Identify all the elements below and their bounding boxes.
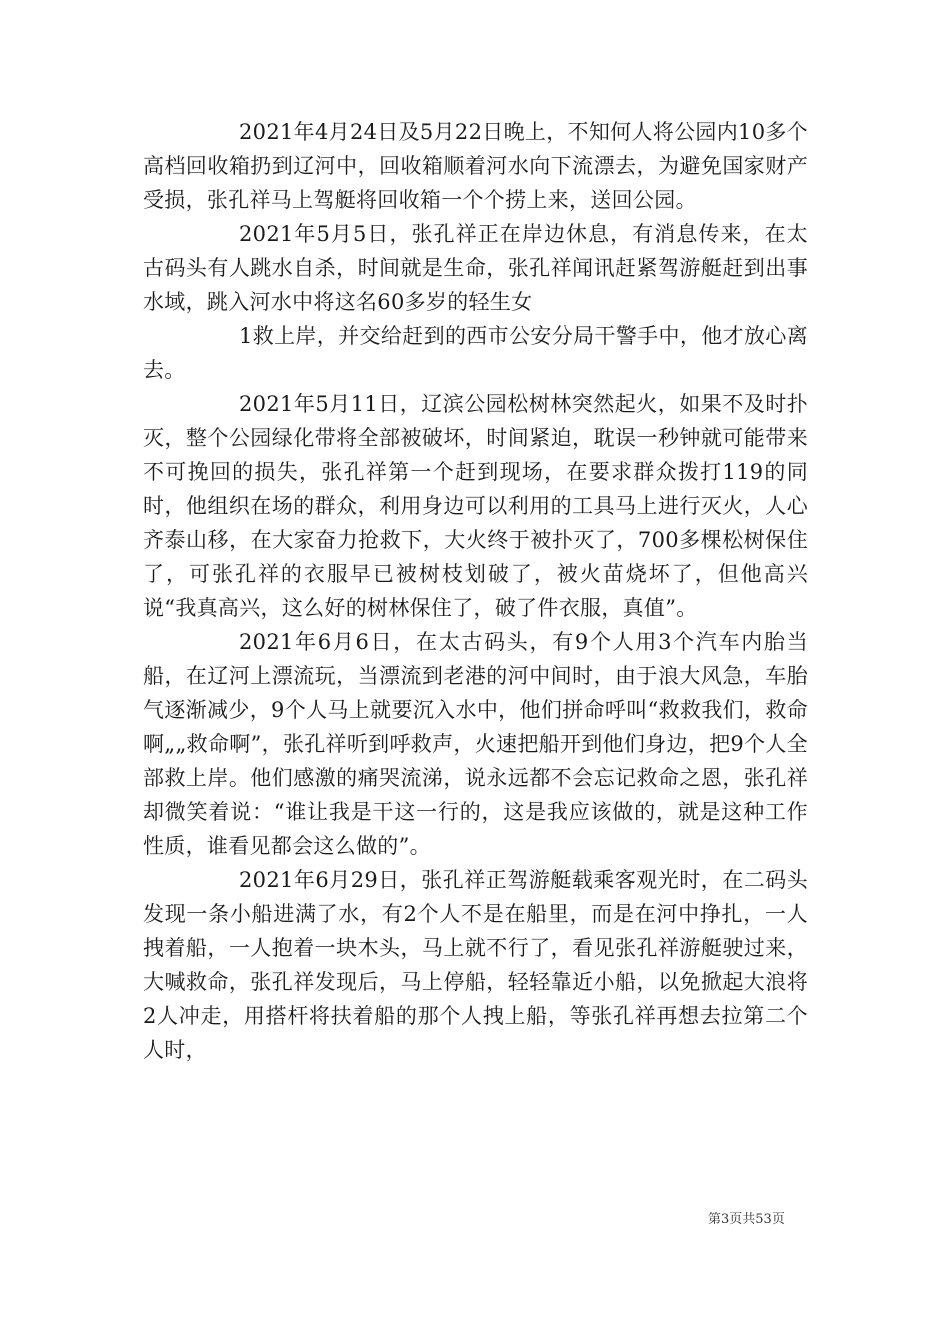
paragraph-5: 2021年6月6日，在太古码头，有9个人用3个汽车内胎当船，在辽河上漂流玩，当漂流到老港的河中间时，由于浪大风急，车胎气逐渐减少，9个人马上就要沉入水中，他们拼命呼叫“救救我们，救命啊„„救命啊”，张孔祥听到呼救声，火速把船开到他们身边，把9个人全部救上岸。他们感激的痛哭流涕，说永远都不会忘记救命之恩，张孔祥却微笑着说：“谁让我是干这一行的，这是我应该做的，就是这种工作性质，谁看见都会这么做的”。 — [143, 630, 808, 858]
paragraph-6: 2021年6月29日，张孔祥正驾游艇载乘客观光时，在二码头发现一条小船进满了水，有2个人不是在船里，而是在河中挣扎，一人拽着船，一人抱着一块木头，马上就不行了，看见张孔祥游艇驶过来，大喊救命，张孔祥发现后，马上停船，轻轻靠近小船，以免掀起大浪将2人冲走，用搭杆将扶着船的那个人拽上船，等张孔祥再想去拉第二个人时， — [143, 868, 808, 1062]
paragraph-3: 1救上岸，并交给赶到的西市公安分局干警手中，他才放心离去。 — [143, 324, 808, 382]
page-number: 第3页共53页 — [708, 1212, 785, 1227]
paragraph-4: 2021年5月11日，辽滨公园松树林突然起火，如果不及时扑灭，整个公园绿化带将全部被破坏，时间紧迫，耽误一秒钟就可能带来不可挽回的损失，张孔祥第一个赶到现场，在要求群众拨打119的同时，他组织在场的群众，利用身边可以利用的工具马上进行灭火，人心齐泰山移，在大家奋力抢救下，大火终于被扑灭了，700多棵松树保住了，可张孔祥的衣服早已被树枝划破了，被火苗烧坏了，但他高兴说“我真高兴，这么好的树林保住了，破了件衣服，真值”。 — [143, 392, 808, 620]
paragraph-2: 2021年5月5日，张孔祥正在岸边休息，有消息传来，在太古码头有人跳水自杀，时间就是生命，张孔祥闻讯赶紧驾游艇赶到出事水域，跳入河水中将这名60多岁的轻生女 — [143, 222, 808, 314]
paragraph-1: 2021年4月24日及5月22日晚上，不知何人将公园内10多个高档回收箱扔到辽河中，回收箱顺着河水向下流漂去，为避免国家财产受损，张孔祥马上驾艇将回收箱一个个捞上来，送回公园。 — [143, 120, 808, 212]
document-body — [143, 115, 808, 1067]
